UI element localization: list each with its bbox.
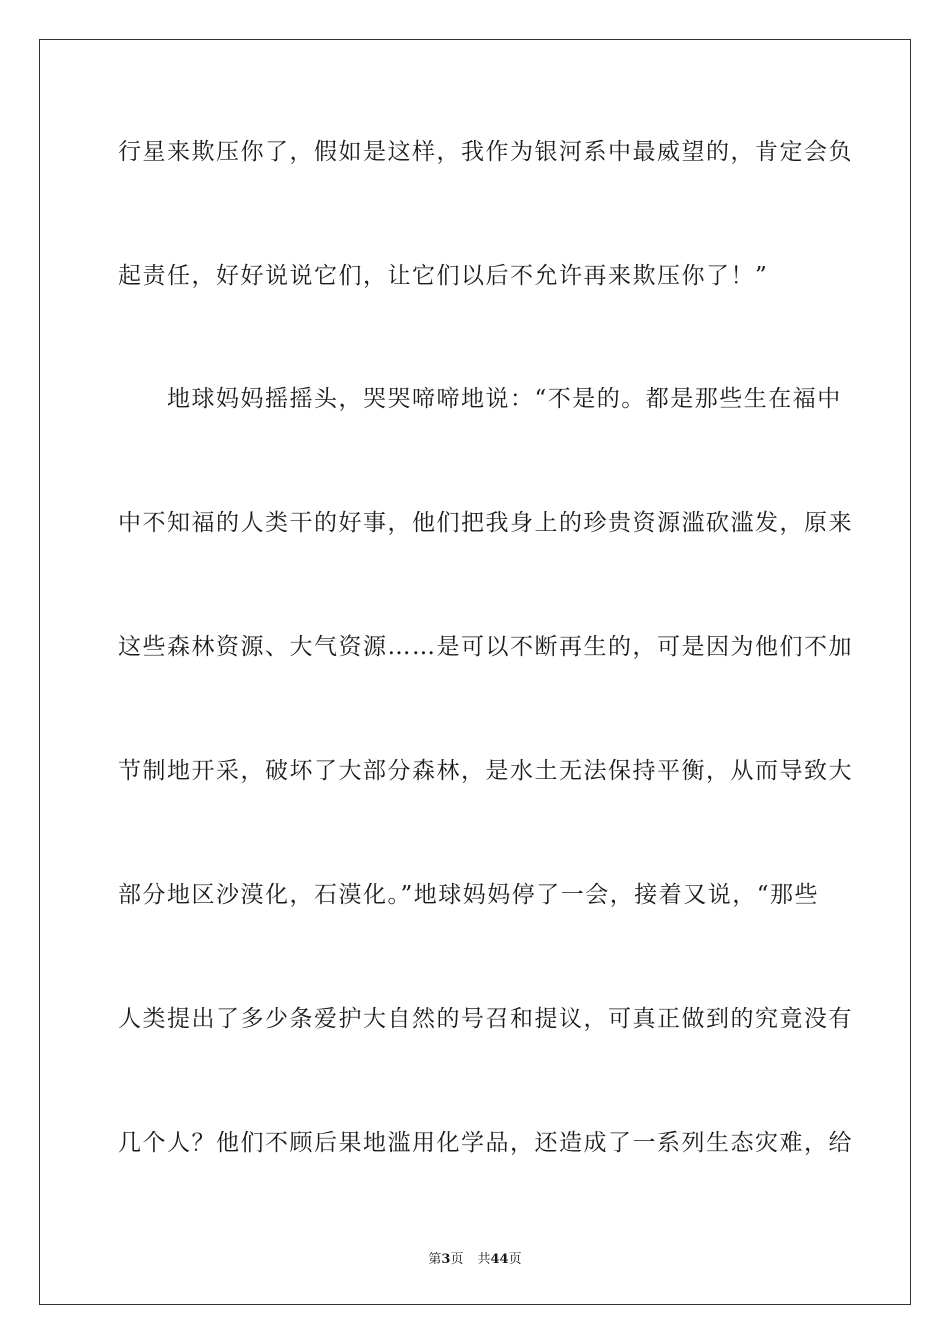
total-suffix: 页 bbox=[508, 1252, 522, 1267]
page-number: 3 bbox=[441, 1252, 451, 1267]
page-suffix: 页 bbox=[450, 1252, 464, 1267]
text-line-7: 部分地区沙漠化，石漠化。”地球妈妈停了一会，接着又说，“那些 bbox=[118, 882, 820, 908]
text-line-2: 起责任，好好说说它们，让它们以后不允许再来欺压你了！” bbox=[118, 263, 769, 289]
total-prefix: 共 bbox=[477, 1252, 491, 1267]
text-line-1: 行星来欺压你了，假如是这样，我作为银河系中最威望的，肯定会负 bbox=[118, 139, 853, 165]
text-line-5: 这些森林资源、大气资源……是可以不断再生的，可是因为他们不加 bbox=[118, 634, 853, 660]
text-line-9: 几个人？他们不顾后果地滥用化学品，还造成了一系列生态灾难，给 bbox=[118, 1130, 853, 1156]
text-line-3: 地球妈妈摇摇头，哭哭啼啼地说：“不是的。都是那些生在福中 bbox=[118, 386, 842, 412]
text-line-4: 中不知福的人类干的好事，他们把我身上的珍贵资源滥砍滥发，原来 bbox=[118, 510, 853, 536]
total-pages: 44 bbox=[490, 1252, 509, 1267]
page-footer bbox=[0, 1248, 950, 1267]
text-line-8: 人类提出了多少条爱护大自然的号召和提议，可真正做到的究竟没有 bbox=[118, 1006, 853, 1032]
page-border bbox=[39, 39, 911, 1305]
page-prefix: 第 bbox=[428, 1252, 442, 1267]
text-line-6: 节制地开采，破坏了大部分森林，是水土无法保持平衡，从而导致大 bbox=[118, 758, 853, 784]
